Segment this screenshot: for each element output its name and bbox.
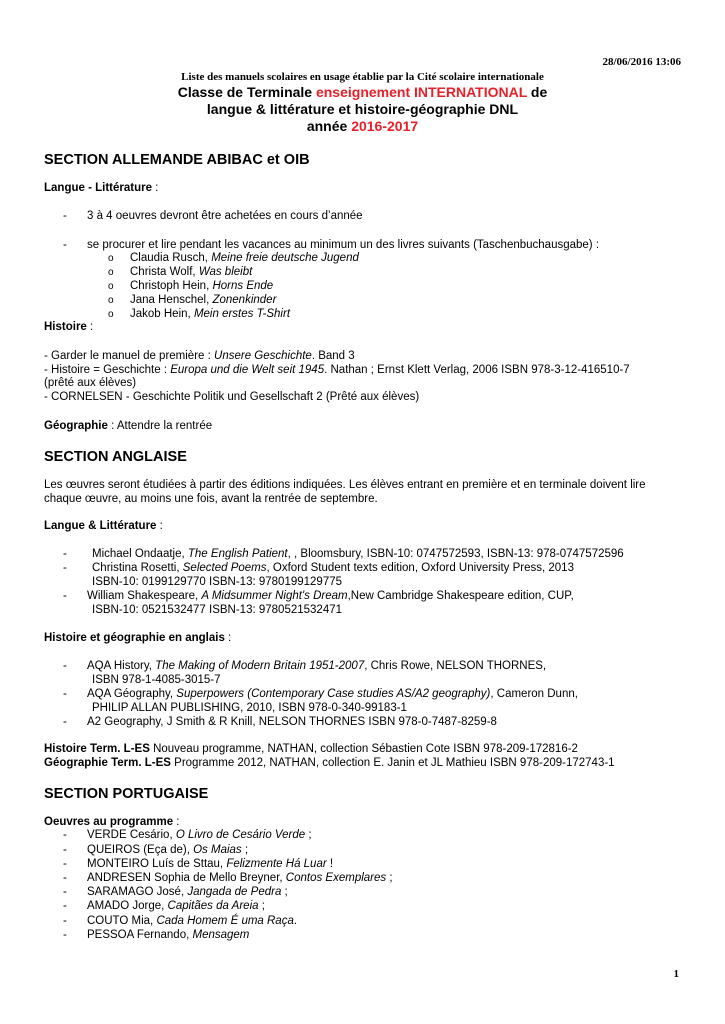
allemande-histoire-label: Histoire : [44,321,94,333]
list-dash: - [63,929,67,941]
portugaise-item: MONTEIRO Luís de Sttau, Felizmente Há Luar ! [87,858,334,870]
anglaise-intro-line-1: Les œuvres seront étudiées à partir des éditions indiquées. Les élèves entrant en première et en terminale doivent lire [44,479,646,491]
list-dash: - [63,829,67,841]
anglaise-book-rosetti-isbn: ISBN-10: 0199129770 ISBN-13: 9780199129775 [92,576,343,588]
list-dash: - [63,239,67,251]
print-date: 28/06/2016 13:06 [602,56,681,68]
portugaise-label: Oeuvres au programme : [44,816,180,828]
anglaise-hg-a2: A2 Geography, J Smith & R Knill, NELSON THORNES ISBN 978-0-7487-8259-8 [87,716,497,728]
portugaise-item: ANDRESEN Sophia de Mello Breyner, Contos Exemplares ; [87,872,393,884]
title-line-1: Classe de Terminale enseignement INTERNATIONAL de [177,84,548,100]
allemande-book: Christa Wolf, Was bleibt [130,266,253,278]
anglaise-book-ondaatje: Michael Ondaatje, The English Patient, , Bloomsbury, ISBN-10: 0747572593, ISBN-13: 978-0747572596 [92,548,624,560]
list-dash: - [63,872,67,884]
list-dash: - [63,590,67,602]
list-dash: - [63,660,67,672]
allemande-histoire-line-2: - Histoire = Geschichte : Europa und die Welt seit 1945. Nathan ; Ernst Klett Verlag, 2006 ISBN 978-3-12-416510-7 [44,364,630,376]
allemande-geographie: Géographie : Attendre la rentrée [44,420,213,432]
anglaise-hg-geography-publisher: PHILIP ALLAN PUBLISHING, 2010, ISBN 978-0-340-99183-1 [92,702,407,714]
portugaise-item: COUTO Mia, Cada Homem É uma Raça. [87,915,298,927]
list-dash: - [63,844,67,856]
list-dash: - [63,716,67,728]
list-dash: - [63,688,67,700]
allemande-histoire-line-3: (prêté aux élèves) [44,377,137,389]
section-anglaise-heading: SECTION ANGLAISE [44,449,187,465]
list-dash: - [63,858,67,870]
bullet-circle-icon: o [108,295,114,306]
list-dash: - [63,900,67,912]
section-portugaise-heading: SECTION PORTUGAISE [44,786,209,802]
anglaise-langue-label: Langue & Littérature : [44,520,163,532]
document-subtitle: Liste des manuels scolaires en usage établie par la Cité scolaire internationale [181,71,544,83]
allemande-item-1: 3 à 4 oeuvres devront être achetées en cours d’année [87,210,363,222]
anglaise-hg-geography: AQA Géography, Superpowers (Contemporary Case studies AS/A2 geography), Cameron Dunn, [87,688,578,700]
portugaise-item: VERDE Cesário, O Livro de Cesário Verde ; [87,829,312,841]
portugaise-item: SARAMAGO José, Jangada de Pedra ; [87,886,288,898]
list-dash: - [63,210,67,222]
list-dash: - [63,886,67,898]
allemande-book: Christoph Hein, Horns Ende [130,280,274,292]
title-line-2: langue & littérature et histoire-géographie DNL [206,101,519,117]
bullet-circle-icon: o [108,281,114,292]
anglaise-book-shakespeare-isbn: ISBN-10: 0521532477 ISBN-13: 9780521532471 [92,604,343,616]
bullet-circle-icon: o [108,309,114,320]
allemande-book: Jakob Hein, Mein erstes T-Shirt [130,308,291,320]
title-line-3: année 2016-2017 [306,118,419,134]
portugaise-item: PESSOA Fernando, Mensagem [87,929,250,941]
bullet-circle-icon: o [108,267,114,278]
anglaise-term-histoire: Histoire Term. L-ES Nouveau programme, NATHAN, collection Sébastien Cote ISBN 978-209-172816-2 [44,743,578,755]
bullet-circle-icon: o [108,253,114,264]
allemande-histoire-line-1: - Garder le manuel de première : Unsere Geschichte. Band 3 [44,350,355,362]
page-number: 1 [673,968,679,980]
list-dash: - [63,562,67,574]
list-dash: - [63,915,67,927]
portugaise-item: AMADO Jorge, Capitães da Areia ; [87,900,265,912]
allemande-book: Jana Henschel, Zonenkinder [130,294,277,306]
anglaise-hg-history: AQA History, The Making of Modern Britain 1951-2007, Chris Rowe, NELSON THORNES, [87,660,547,672]
anglaise-book-shakespeare: William Shakespeare, A Midsummer Night's Dream,New Cambridge Shakespeare edition, CUP, [87,590,574,602]
portugaise-item: QUEIROS (Eça de), Os Maias ; [87,844,249,856]
anglaise-hg-history-isbn: ISBN 978-1-4085-3015-7 [92,674,221,686]
anglaise-book-rosetti: Christina Rosetti, Selected Poems, Oxford Student texts edition, Oxford University Press, 2013 [92,562,574,574]
anglaise-hg-label: Histoire et géographie en anglais : [44,632,232,644]
title-highlight-year: 2016-2017 [351,118,419,134]
anglaise-term-geographie: Géographie Term. L-ES Programme 2012, NATHAN, collection E. Janin et JL Mathieu ISBN 978-209-172743-1 [44,757,615,769]
list-dash: - [63,548,67,560]
allemande-langue-label: Langue - Littérature : [44,182,159,194]
anglaise-intro-line-2: chaque œuvre, au moins une fois, avant la rentrée de septembre. [44,493,378,505]
section-allemande-heading: SECTION ALLEMANDE ABIBAC et OIB [44,152,310,168]
title-highlight-international: enseignement INTERNATIONAL [315,84,528,100]
allemande-item-2: se procurer et lire pendant les vacances au minimum un des livres suivants (Taschenbuchausgabe) : [87,239,600,251]
allemande-book: Claudia Rusch, Meine freie deutsche Jugend [130,252,359,264]
allemande-histoire-line-4: - CORNELSEN - Geschichte Politik und Gesellschaft 2 (Prêté aux élèves) [44,391,420,403]
